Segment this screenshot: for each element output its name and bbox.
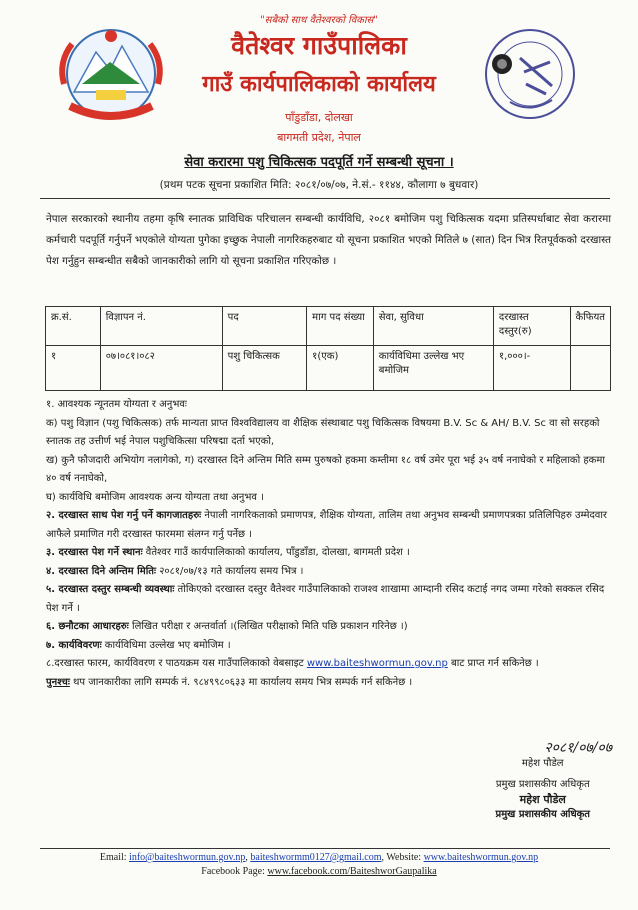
vacancy-table: [45, 306, 611, 391]
table-cell: पशु चिकित्सक: [222, 346, 307, 391]
table-cell: १: [46, 346, 101, 391]
column-header: विज्ञापन नं.: [100, 307, 222, 346]
table-cell: [570, 346, 610, 391]
website-link[interactable]: www.baiteshwormun.gov.np: [306, 658, 448, 669]
slogan: "सबैको साथ वैतेश्वरको विकास": [260, 15, 378, 26]
column-header: कैफियत: [570, 307, 610, 346]
qualification-item: ख) कुनै फौजदारी अभियोग नलागेको, ग) दरखास्त दिने अन्तिम मिति सम्म पुरुषको हकमा कम्तीमा १८ वर्ष उमेर पूरा भई ३५ वर्ष ननाघेको र महिलाको हकमा ४० वर्ष ननाघेको,: [46, 454, 605, 484]
notice-heading: सेवा करारमा पशु चिकित्सक पदपूर्ति गर्ने सम्बन्धी सूचना ।: [184, 155, 454, 170]
website-item: ८.दरखास्त फारम, कार्यविवरण र पाठयक्रम यस गाउँपालिकाको वेबसाइट www.baiteshwormun.gov.np बाट प्राप्त गर्न सकिनेछ ।: [46, 658, 539, 669]
address-line-1: पाँडुडाँडा, दोलखा: [285, 111, 353, 124]
email-link[interactable]: baiteshwormm0127@gmail.com: [250, 852, 382, 863]
signatory-block: [496, 756, 590, 822]
office-title: गाउँ कार्यपालिकाको कार्यालय: [202, 72, 436, 97]
footer-divider: [40, 848, 610, 849]
column-header: दरखास्त दस्तुर(रु): [493, 307, 570, 346]
fee-item: ५. दरखास्त दस्तुर सम्बन्धी व्यवस्थाः तोकिएको दरखास्त दस्तुर वैतेश्वर गाउँपालिकाको राजश्व शाखामा आम्दानी रसिद कटाई नगद जम्मा गरेको सक्कल रसिद पेश गर्ने ।: [46, 584, 605, 614]
table-cell: ०७।०८१।०८२: [100, 346, 222, 391]
facebook-link[interactable]: www.facebook.com/BaiteshworGaupalika: [267, 866, 437, 877]
selection-basis-item: ६. छनौटका आधारहरुः लिखित परीक्षा र अन्तर्वार्ता ।(लिखित परीक्षाको मिति पछि प्रकाशन गरिनेछ ।): [46, 621, 408, 632]
table-cell: १,०००।-: [493, 346, 570, 391]
signatory-position: प्रमुख प्रशासकीय अधिकृत: [495, 779, 590, 790]
table-cell: कार्यविधिमा उल्लेख भए बमोजिम: [373, 346, 493, 391]
column-header: क्र.सं.: [46, 307, 101, 346]
table-header-row: [46, 307, 611, 346]
section-title: १. आवश्यक न्यूनतम योग्यता र अनुभवः: [46, 399, 187, 410]
documents-item: २. दरखास्त साथ पेश गर्नु पर्ने कागजातहरुः नेपाली नागरिकताको प्रमाणपत्र, शैक्षिक योग्यता, तालिम तथा अनुभव सम्बन्धी प्रमाणपत्रका प्रतिलिपिहरु उम्मेदवार आफैले प्रमाणित गरी दरखास्त फारममा संलग्न गर्नु पर्नेछ ।: [46, 510, 608, 540]
website-link[interactable]: www.baiteshwormun.gov.np: [423, 852, 539, 863]
submission-place-item: ३. दरखास्त पेश गर्ने स्थानः वैतेश्वर गाउँ कार्यपालिकाको कार्यालय, पाँडुडाँडा, दोलखा, बागमती प्रदेश ।: [46, 547, 410, 558]
contact-note: पुनश्चः थप जानकारीका लागि सम्पर्क नं. ९८४९९८०६३३ मा कार्यालय समय भित्र सम्पर्क गर्न सकिनेछ ।: [46, 676, 413, 688]
deadline-item: ४. दरखास्त दिने अन्तिम मितिः २०८१/०७/१३ गते कार्यालय समय भित्र ।: [46, 565, 304, 577]
stamp-name: महेश पौडेल: [519, 793, 566, 806]
footer-contact: Email: info@baiteshwormun.gov.np, baiteshwormm0127@gmail.com, Website: www.baiteshwormun.gov.np: [99, 852, 539, 863]
qualification-section: [46, 396, 611, 692]
column-header: सेवा, सुविधा: [373, 307, 493, 346]
column-header: पद: [222, 307, 307, 346]
email-link[interactable]: info@baiteshwormun.gov.np: [129, 852, 246, 863]
column-header: माग पद संख्या: [307, 307, 374, 346]
table-cell: १(एक): [307, 346, 374, 391]
qualification-item: घ) कार्यविधि बमोजिम आवश्यक अन्य योग्यता तथा अनुभव ।: [46, 491, 264, 503]
table-row: [46, 346, 611, 391]
footer-facebook: Facebook Page: www.facebook.com/BaiteshworGaupalika: [201, 866, 437, 877]
publication-date: (प्रथम पटक सूचना प्रकाशित मिति: २०८१/०७/०७, ने.सं.- ११४४, कौलागा ७ बुधवार): [159, 179, 479, 191]
stamp-position: प्रमुख प्रशासकीय अधिकृत: [495, 809, 590, 820]
signatory-name: महेश पौडेल: [521, 758, 564, 769]
municipality-title: वैतेश्वर गाउँपालिका: [231, 31, 407, 60]
handwritten-signature: २०८१/०७/०७: [544, 740, 612, 756]
job-description-item: ७. कार्यविवरणः कार्यविधिमा उल्लेख भए बमोजिम ।: [46, 639, 231, 651]
address-line-2: बागमती प्रदेश, नेपाल: [277, 131, 361, 144]
qualification-item: क) पशु विज्ञान (पशु चिकित्सक) तर्फ मान्यता प्राप्त विश्वविद्यालय वा शैक्षिक संस्थाबाट पशु चिकित्सक विषयमा B.V. Sc & AH/ B.V. Sc वा सो सरहको स्नातक तह उत्तीर्ण भई नेपाल पशुचिकित्सा परिषद्मा दर्ता भएको,: [46, 417, 600, 447]
header-divider: [40, 198, 610, 199]
intro-paragraph: नेपाल सरकारको स्थानीय तहमा कृषि स्नातक प्राविधिक परिचालन सम्बन्धी कार्यविधि, २०८१ बमोजिम पशु चिकित्सक यदमा प्रतिस्पर्धाबाट सेवा करारमा कर्मचारी पदपूर्ति गर्नुपर्ने भएकोले योग्यता पुगेका इच्छुक नेपाली नागरिकहरुबाट यो सूचना प्रकाशित भएको मितिले ७ (सात) दिन भित्र रितपूर्वकको दरखास्त पेश गर्नुहुन सम्बन्धीत सबैको जानकारीको लागि यो सूचना प्रकाशित गरिएकोछ ।: [46, 213, 611, 267]
